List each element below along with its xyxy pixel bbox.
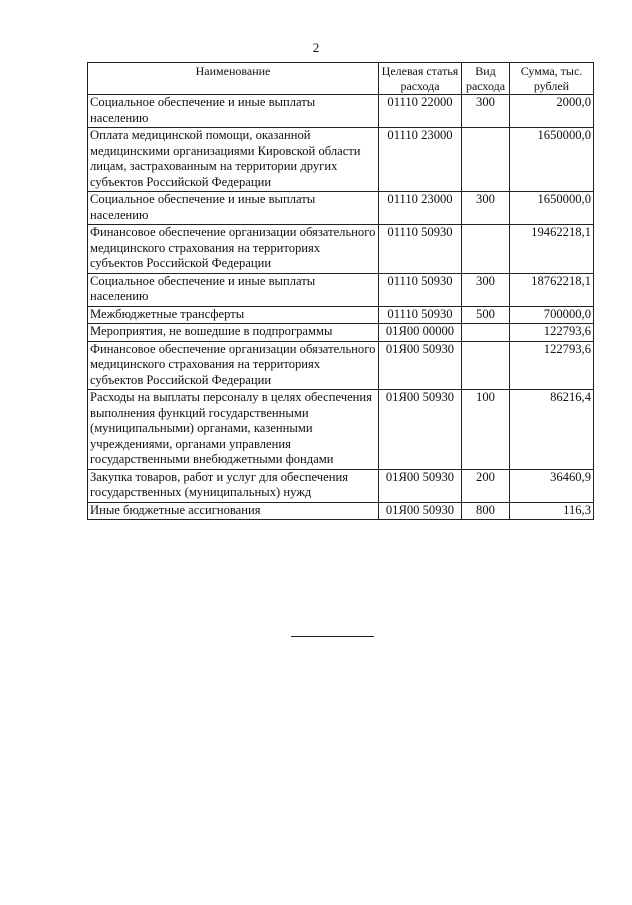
table-row (88, 128, 594, 192)
row-expense-kind: 200 (462, 469, 510, 502)
table-row (88, 306, 594, 324)
row-amount: 86216,4 (510, 390, 594, 470)
row-amount: 1650000,0 (510, 128, 594, 192)
table-row (88, 390, 594, 470)
table-header-row (88, 63, 594, 95)
row-expense-kind: 800 (462, 502, 510, 520)
row-target-item: 01Я00 50930 (379, 469, 462, 502)
table-row (88, 502, 594, 520)
row-name: Оплата медицинской помощи, оказанной медицинскими организациями Кировской области лицам, застрахованным на территории других субъектов Российской Федерации (88, 128, 379, 192)
row-expense-kind (462, 324, 510, 342)
row-target-item: 01Я00 50930 (379, 390, 462, 470)
table-row (88, 469, 594, 502)
row-amount: 19462218,1 (510, 225, 594, 274)
row-name: Социальное обеспечение и иные выплаты населению (88, 192, 379, 225)
row-name: Иные бюджетные ассигнования (88, 502, 379, 520)
row-amount: 36460,9 (510, 469, 594, 502)
table-row (88, 324, 594, 342)
row-expense-kind: 500 (462, 306, 510, 324)
budget-table (87, 62, 594, 520)
row-target-item: 01110 50930 (379, 273, 462, 306)
row-target-item: 01Я00 00000 (379, 324, 462, 342)
row-target-item: 01110 22000 (379, 95, 462, 128)
row-amount: 1650000,0 (510, 192, 594, 225)
row-target-item: 01110 50930 (379, 306, 462, 324)
row-amount: 2000,0 (510, 95, 594, 128)
table-row (88, 225, 594, 274)
table-row (88, 341, 594, 390)
row-target-item: 01Я00 50930 (379, 341, 462, 390)
row-amount: 18762218,1 (510, 273, 594, 306)
table-row (88, 273, 594, 306)
row-amount: 122793,6 (510, 324, 594, 342)
row-target-item: 01Я00 50930 (379, 502, 462, 520)
table-row (88, 95, 594, 128)
row-expense-kind: 300 (462, 95, 510, 128)
header-amount: Сумма, тыс. рублей (510, 63, 594, 95)
page-number: 2 (312, 40, 320, 55)
table-row (88, 192, 594, 225)
end-of-document-rule (291, 636, 374, 637)
row-target-item: 01110 23000 (379, 128, 462, 192)
row-expense-kind (462, 341, 510, 390)
row-name: Финансовое обеспечение организации обязательного медицинского страхования на территориях субъектов Российской Федерации (88, 225, 379, 274)
header-expense-kind: Вид расхода (462, 63, 510, 95)
row-expense-kind: 300 (462, 273, 510, 306)
header-name: Наименование (88, 63, 379, 95)
row-expense-kind (462, 225, 510, 274)
row-expense-kind: 300 (462, 192, 510, 225)
row-name: Закупка товаров, работ и услуг для обеспечения государственных (муниципальных) нужд (88, 469, 379, 502)
row-name: Расходы на выплаты персоналу в целях обеспечения выполнения функций государственными (муниципальными) органами, казенными учреждениями, органами управления государственными внебюджетными фондами (88, 390, 379, 470)
header-target-item: Целевая статья расхода (379, 63, 462, 95)
row-expense-kind: 100 (462, 390, 510, 470)
row-target-item: 01110 23000 (379, 192, 462, 225)
row-expense-kind (462, 128, 510, 192)
row-name: Мероприятия, не вошедшие в подпрограммы (88, 324, 379, 342)
row-amount: 122793,6 (510, 341, 594, 390)
row-name: Финансовое обеспечение организации обязательного медицинского страхования на территориях субъектов Российской Федерации (88, 341, 379, 390)
row-amount: 700000,0 (510, 306, 594, 324)
row-amount: 116,3 (510, 502, 594, 520)
row-name: Социальное обеспечение и иные выплаты населению (88, 95, 379, 128)
row-target-item: 01110 50930 (379, 225, 462, 274)
row-name: Межбюджетные трансферты (88, 306, 379, 324)
row-name: Социальное обеспечение и иные выплаты населению (88, 273, 379, 306)
